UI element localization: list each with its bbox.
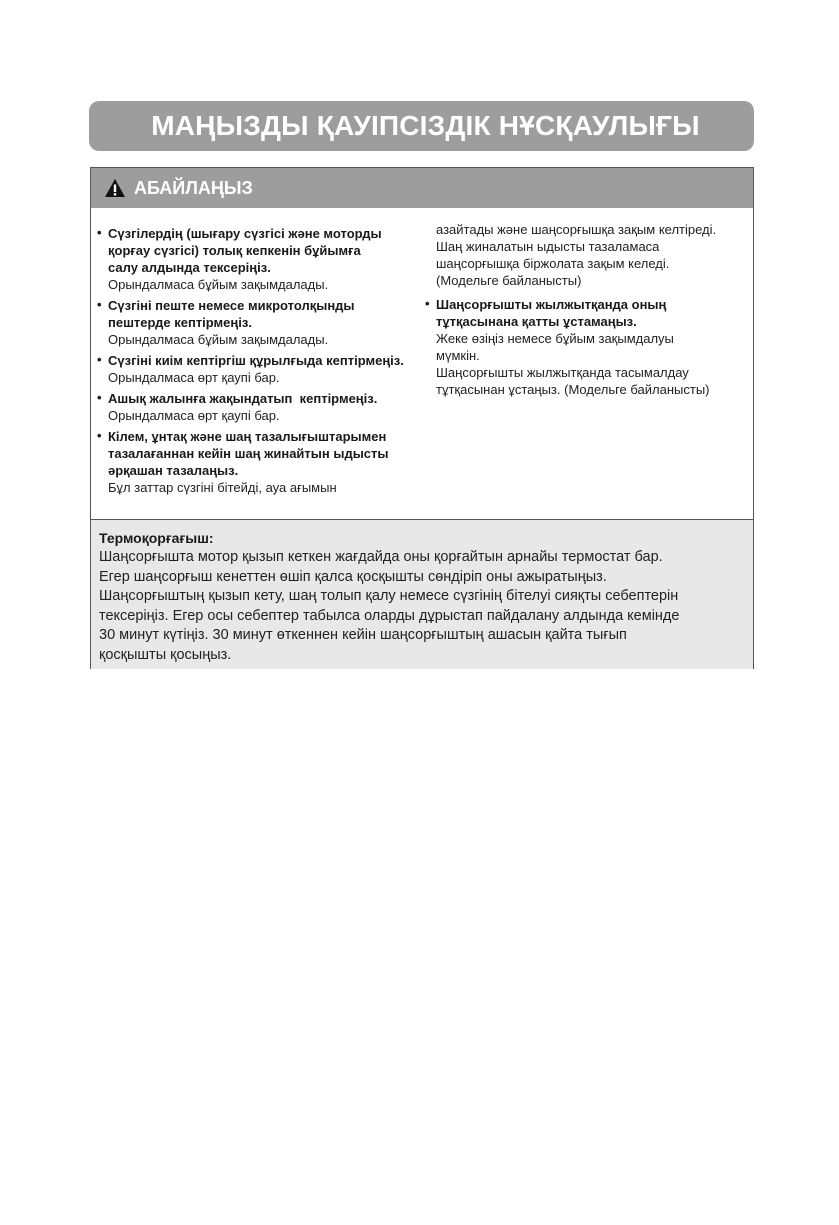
thermo-text-line: Шаңсорғышта мотор қызып кеткен жағдайда оны қорғайтын арнайы термостат бар. [99,549,663,565]
item-text-line: Орындалмаса өрт қаупі бар. [108,408,280,423]
right-column [423,208,753,519]
list-item [95,352,423,386]
item-bold-line: тазалағаннан кейін шаң жинайтын ыдысты [108,446,389,461]
continued-text [423,221,753,289]
item-text-line: (Модельге байланысты) [436,273,582,288]
item-text-line: Шаңсорғышты жылжытқанда тасымалдау [436,365,689,380]
thermo-text-line: Шаңсорғыштың қызып кету, шаң толып қалу немесе сүзгінің бітелуі сияқты себептерін [99,588,679,605]
bullet: • [97,390,102,405]
thermo-text-line: Егер шаңсорғыш кенеттен өшіп қалса қосқышты сөндіріп оны ажыратыңыз. [99,568,607,585]
left-column [91,208,423,519]
item-bold-line: Ашық жалынға жақындатып кептірмеңіз. [108,391,378,406]
item-text-line: тұтқасынан ұстаңыз. (Модельге байланысты) [436,382,710,397]
caution-header [91,168,753,208]
thermo-text-line: қосқышты қосыңыз. [99,646,232,663]
item-bold-line: әрқашан тазалаңыз. [108,463,239,478]
thermo-text-line: тексеріңіз. Егер осы себептер табылса оларды дұрыстап пайдалану алдында кемінде [99,607,680,624]
caution-label: АБАЙЛАҢЫЗ [134,177,253,198]
item-text-line: шаңсорғышқа біржолата зақым келеді. [436,256,670,271]
item-bold-line: салу алдында тексеріңіз. [108,260,271,275]
item-text-line: Орындалмаса өрт қаупі бар. [108,370,280,385]
bullet: • [97,428,102,443]
item-bold-line: Сүзгіні киім кептіргіш құрылғыда кептірмеңіз. [108,353,404,368]
bullet: • [97,352,102,367]
list-item [95,428,423,496]
thermo-protector-section [91,520,753,669]
item-bold-line: Кілем, ұнтақ және шаң тазалығыштарымен [108,429,387,444]
item-bold-line: пештерде кептірмеңіз. [108,315,252,330]
page-title-bar [89,101,754,151]
bullet: • [97,297,102,312]
item-text-line: Шаң жиналатын ыдысты тазаламаса [436,239,660,254]
list-item [423,296,753,398]
list-item [95,225,423,293]
item-text-line: Бұл заттар сүзгіні бітейді, ауа ағымын [108,480,337,495]
warning-triangle-icon [104,178,126,198]
item-text-line: Орындалмаса бұйым зақымдалады. [108,277,329,292]
bullet: • [97,225,102,240]
bullet: • [425,296,430,311]
item-bold-line: Шаңсорғышты жылжытқанда оның [436,297,667,312]
thermo-text-line: 30 минут күтіңіз. 30 минут өткеннен кейін шаңсорғыштың ашасын қайта тығып [99,627,627,644]
item-bold-line: Сүзгіні пеште немесе микротолқынды [108,298,355,313]
item-text-line: азайтады және шаңсорғышқа зақым келтіреді. [436,222,717,237]
list-item [95,390,423,424]
caution-columns [91,208,753,520]
caution-box [90,167,754,669]
item-text-line: мүмкін. [436,348,480,363]
item-bold-line: тұтқасынана қатты ұстамаңыз. [436,314,637,329]
item-text-line: Жеке өзіңіз немесе бұйым зақымдалуы [436,331,674,346]
item-bold-line: Сүзгілердің (шығару сүзгісі және моторды [108,226,382,241]
thermo-heading: Термоқорғағыш: [99,530,214,546]
list-item [95,297,423,348]
item-text-line: Орындалмаса бұйым зақымдалады. [108,332,329,347]
page-title: МАҢЫЗДЫ ҚАУІПСІЗДІК НҰСҚАУЛЫҒЫ [151,110,700,141]
item-bold-line: қорғау сүзгісі) толық кепкенін бұйымға [108,243,361,258]
